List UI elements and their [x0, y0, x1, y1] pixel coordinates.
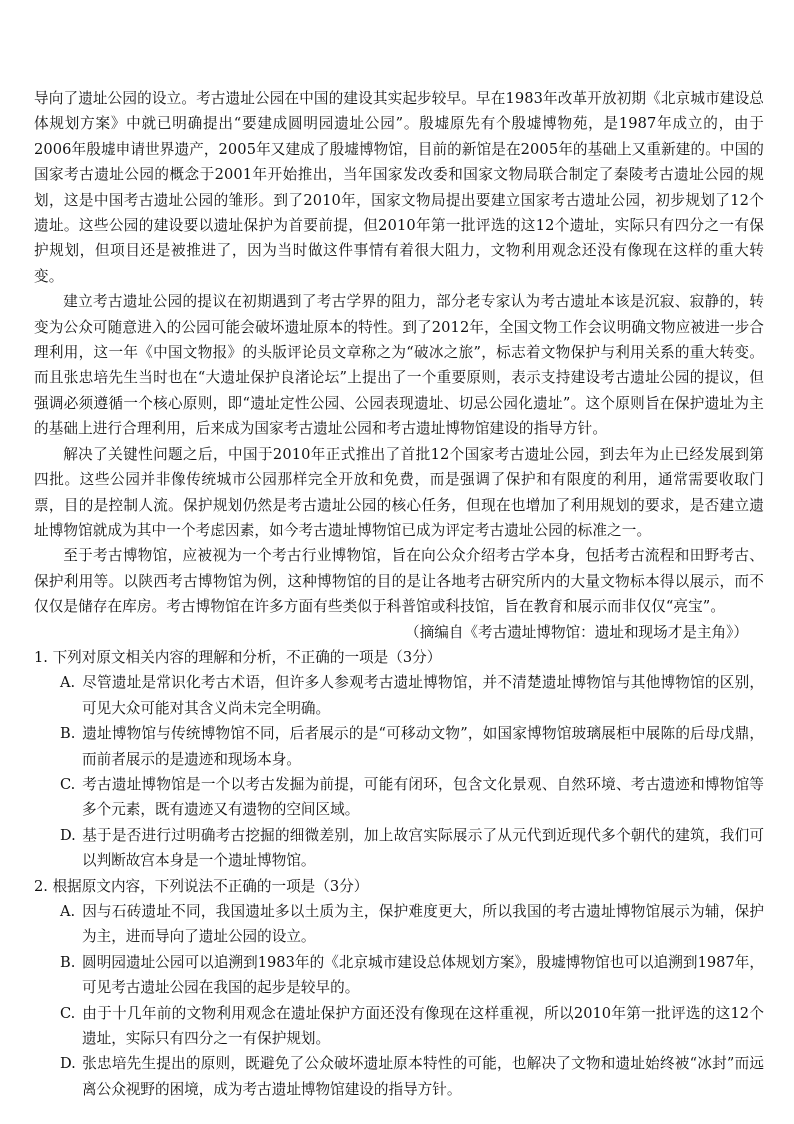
option-letter: C.	[60, 1004, 76, 1022]
passage-source: （摘编自《考古遗址博物馆：遗址和现场才是主角》）	[405, 623, 748, 641]
option-letter: D.	[60, 826, 76, 844]
option-a[interactable]	[60, 899, 764, 950]
option-text: 遗址博物馆与传统博物馆不同，后者展示的是“可移动文物”，如国家博物馆玻璃展柜中展陈的后母戊鼎，而前者展示的是遗迹和现场本身。	[82, 725, 764, 768]
option-b[interactable]	[60, 721, 764, 772]
option-d[interactable]	[60, 1051, 764, 1102]
passage-paragraph-1: 导向了遗址公园的设立。考古遗址公园在中国的建设其实起步较早。早在1983年改革开放初期《北京城市建设总体规划方案》中就已明确提出“要建成圆明园遗址公园”。殷墟原先有个殷墟博物苑，是1987年成立的，由于2006年殷墟申请世界遗产，2005年又建成了殷墟博物馆，目前的新馆是在2005年的基础上又重新建的。中国的国家考古遗址公园的概念于2001年开始推出，当年国家发改委和国家文物局联合制定了秦陵考古遗址公园的规划，这是中国考古遗址公园的雏形。到了2010年，国家文物局提出要建立国家考古遗址公园，初步规划了12个遗址。这些公园的建设要以遗址保护为首要前提，但2010年第一批评选的这12个遗址，实际只有四分之一有保护规划，但项目还是被推进了，因为当时做这件事情有着很大阻力，文物利用观念还没有像现在这样的重大转变。	[34, 90, 764, 285]
option-c[interactable]	[60, 1001, 764, 1052]
option-text: 尽管遗址是常识化考古术语，但许多人参观考古遗址博物馆，并不清楚遗址博物馆与其他博物馆的区别，可见大众可能对其含义尚未完全明确。	[82, 674, 764, 717]
option-a[interactable]	[60, 670, 764, 721]
passage-paragraph-2: 建立考古遗址公园的提议在初期遇到了考古学界的阻力，部分老专家认为考古遗址本该是沉寂、寂静的，转变为公众可随意进入的公园可能会破坏遗址原本的特性。到了2012年，全国文物工作会议明确文物应被进一步合理利用，这一年《中国文物报》的头版评论员文章称之为“破冰之旅”，标志着文物保护与利用关系的重大转变。而且张忠培先生当时也在“大遗址保护良渚论坛”上提出了一个重要原则，表示支持建设考古遗址公园的提议，但强调必须遵循一个核心原则，即“遗址定性公园、公园表现遗址、切忌公园化遗址”。这个原则旨在保护遗址为主的基础上进行合理利用，后来成为国家考古遗址公园和考古遗址博物馆建设的指导方针。	[34, 293, 764, 438]
option-letter: A.	[60, 674, 76, 692]
reading-passage	[34, 86, 764, 645]
option-text: 张忠培先生提出的原则，既避免了公众破坏遗址原本特性的可能，也解决了文物和遗址始终被“冰封”而远离公众视野的困境，成为考古遗址博物馆建设的指导方针。	[82, 1055, 764, 1098]
option-text: 基于是否进行过明确考古挖掘的细微差别，加上故宫实际展示了从元代到近现代多个朝代的建筑，我们可以判断故宫本身是一个遗址博物馆。	[82, 826, 764, 870]
option-text: 圆明园遗址公园可以追溯到1983年的《北京城市建设总体规划方案》，殷墟博物馆也可以追溯到1987年，可见考古遗址公园在我国的起步是较早的。	[82, 953, 764, 997]
option-letter: B.	[60, 953, 76, 971]
option-letter: B.	[60, 725, 76, 743]
option-text: 考古遗址博物馆是一个以考古发掘为前提，可能有闭环，包含文化景观、自然环境、考古遗迹和博物馆等多个元素，既有遗迹又有遗物的空间区域。	[82, 775, 764, 819]
question-2	[34, 874, 764, 1103]
question-1	[34, 645, 764, 874]
option-letter: D.	[60, 1055, 76, 1073]
option-d[interactable]	[60, 823, 764, 874]
question-stem: 2. 根据原文内容，下列说法不正确的一项是（3分）	[34, 877, 369, 895]
passage-paragraph-4: 至于考古博物馆，应被视为一个考古行业博物馆，旨在向公众介绍考古学本身，包括考古流程和田野考古、保护利用等。以陕西考古博物馆为例，这种博物馆的目的是让各地考古研究所内的大量文物标本得以展示，而不仅仅是储存在库房。考古博物馆在许多方面有些类似于科普馆或科技馆，旨在教育和展示而非仅仅“亮宝”。	[34, 547, 764, 616]
option-c[interactable]	[60, 772, 764, 823]
option-text: 由于十几年前的文物利用观念在遗址保护方面还没有像现在这样重视，所以2010年第一批评选的这12个遗址，实际只有四分之一有保护规划。	[82, 1004, 764, 1048]
option-text: 因与石砖遗址不同，我国遗址多以土质为主，保护难度更大，所以我国的考古遗址博物馆展示为辅，保护为主，进而导向了遗址公园的设立。	[82, 903, 764, 946]
option-letter: A.	[60, 903, 76, 920]
option-letter: C.	[60, 775, 76, 793]
question-stem: 1. 下列对原文相关内容的理解和分析，不正确的一项是（3分）	[34, 648, 442, 666]
option-b[interactable]	[60, 950, 764, 1001]
passage-paragraph-3: 解决了关键性问题之后，中国于2010年正式推出了首批12个国家考古遗址公园，到去年为止已经发展到第四批。这些公园并非像传统城市公园那样完全开放和免费，而是强调了保护和有限度的利用，通常需要收取门票，目的是控制人流。保护规划仍然是考古遗址公园的核心任务，但现在也增加了利用规划的要求，是否建立遗址博物馆就成为其中一个考虑因素，如今考古遗址博物馆已成为评定考古遗址公园的标准之一。	[34, 445, 764, 539]
